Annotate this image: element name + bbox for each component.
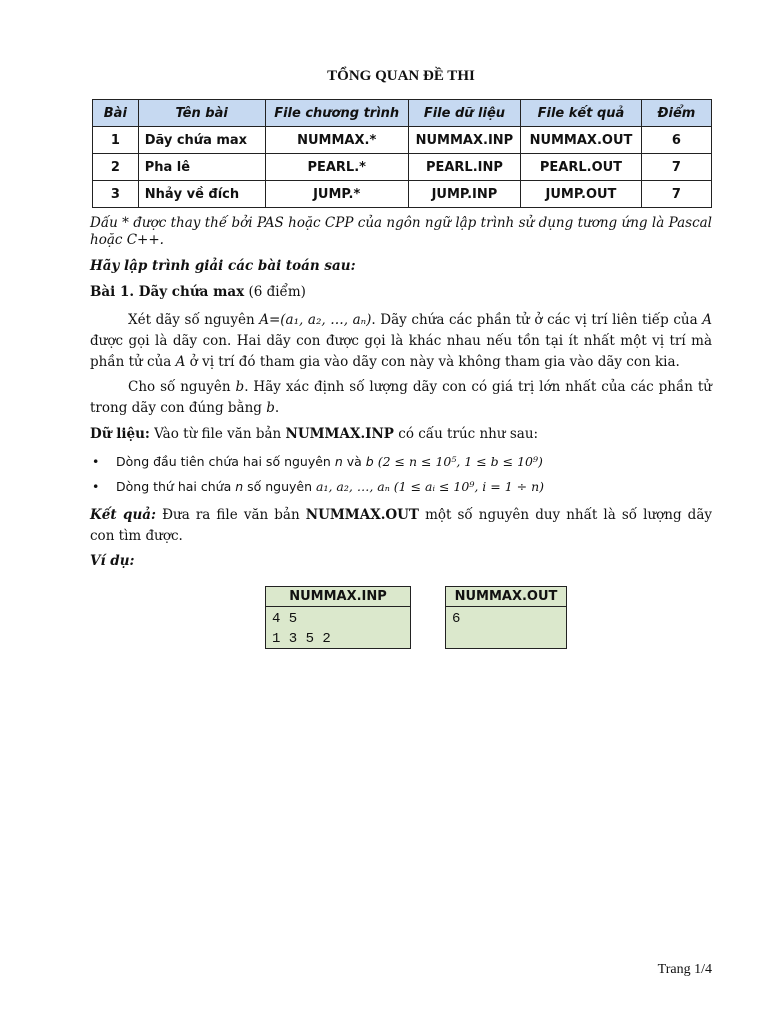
text-span: có cấu trúc như sau: — [393, 426, 539, 442]
table-cell: JUMP.* — [265, 181, 408, 208]
math-var: b — [365, 454, 374, 469]
table-cell: 3 — [93, 181, 139, 208]
page-title: TỔNG QUAN ĐỀ THI — [327, 68, 475, 84]
input-label: Dữ liệu: — [90, 426, 150, 442]
text-span: một số nguyên duy nhất là số lượng dãy con tìm được. — [90, 507, 712, 544]
text-span: Vào từ file văn bản — [149, 426, 286, 442]
example-output-header: NUMMAX.OUT — [446, 587, 566, 607]
table-cell: NUMMAX.OUT — [521, 127, 642, 154]
table-cell: 6 — [641, 127, 711, 154]
math-var: b — [235, 379, 245, 395]
constraint-formula: (1 ≤ aᵢ ≤ 10⁹, i = 1 ÷ n) — [393, 479, 545, 494]
math-var: n — [334, 454, 343, 469]
text-span: Cho số nguyên — [128, 379, 236, 395]
header-cell: File chương trình — [265, 100, 408, 127]
header-cell: Điểm — [641, 100, 711, 127]
table-cell: PEARL.INP — [408, 154, 520, 181]
table-cell: NUMMAX.* — [265, 127, 408, 154]
header-cell: Bài — [93, 100, 139, 127]
page-number: Trang 1/4 — [657, 962, 712, 977]
math-var: b — [266, 400, 275, 416]
table-cell: Pha lê — [138, 154, 265, 181]
text-span: Dòng đầu tiên chứa hai số nguyên — [116, 454, 335, 469]
math-var: A — [175, 354, 186, 370]
header-cell: File kết quả — [521, 100, 642, 127]
table-row — [93, 154, 712, 181]
table-cell: 2 — [93, 154, 139, 181]
text-span: ở vị trí đó tham gia vào dãy con này và không tham gia vào dãy con kia. — [185, 354, 680, 370]
text-span: được gọi là dãy con. Hai dãy con được gọi là khác nhau nếu tồn tại ít nhất một vị trí mà phần tử của — [90, 333, 712, 370]
header-cell: Tên bài — [138, 100, 265, 127]
problem-paragraph-2 — [90, 377, 712, 419]
instruction-text: Hãy lập trình giải các bài toán sau: — [90, 258, 356, 274]
language-note: Dấu * được thay thế bởi PAS hoặc CPP của ngôn ngữ lập trình sử dụng tương ứng là Pascal hoặc C++. — [90, 215, 712, 248]
text-span: . Hãy xác định số lượng dãy con có giá trị lớn nhất của các phần tử trong dãy con đúng bằng — [90, 379, 713, 416]
example-output-body: 6 — [452, 611, 461, 627]
input-description — [90, 424, 712, 445]
header-cell: File dữ liệu — [408, 100, 520, 127]
text-span: Dòng thứ hai chứa — [116, 479, 236, 494]
list-item — [116, 449, 712, 474]
problem-heading-points: (6 điểm) — [244, 284, 306, 300]
constraint-formula: (2 ≤ n ≤ 10⁵, 1 ≤ b ≤ 10⁹) — [377, 454, 543, 469]
overview-table — [92, 99, 712, 208]
text-span: . — [274, 400, 280, 416]
table-cell: JUMP.INP — [408, 181, 520, 208]
input-filename: NUMMAX.INP — [285, 426, 394, 442]
example-input-box — [265, 586, 411, 649]
example-input-header: NUMMAX.INP — [266, 587, 410, 607]
table-header-row — [93, 100, 712, 127]
table-cell: 7 — [641, 154, 711, 181]
math-var: A — [702, 312, 712, 328]
sequence-formula: A=(a₁, a₂, …, aₙ) — [259, 312, 372, 328]
text-span: số nguyên — [243, 479, 317, 494]
table-cell: Dãy chứa max — [138, 127, 265, 154]
problem-heading-title: Bài 1. Dãy chứa max — [90, 284, 245, 300]
text-span: Xét dãy số nguyên — [128, 312, 260, 328]
table-cell: JUMP.OUT — [521, 181, 642, 208]
problem-paragraph-1 — [90, 310, 712, 373]
math-var: n — [235, 479, 244, 494]
table-cell: Nhảy về đích — [138, 181, 265, 208]
output-filename: NUMMAX.OUT — [305, 507, 419, 523]
list-item — [116, 474, 712, 499]
example-input-body: 4 5 1 3 5 2 — [272, 611, 331, 647]
table-cell: PEARL.OUT — [521, 154, 642, 181]
sequence-formula: a₁, a₂, …, aₙ — [316, 479, 390, 494]
text-span: và — [342, 454, 366, 469]
output-description — [90, 505, 712, 547]
problem-heading — [90, 284, 712, 300]
table-row — [93, 181, 712, 208]
table-cell: 7 — [641, 181, 711, 208]
table-cell: 1 — [93, 127, 139, 154]
table-cell: NUMMAX.INP — [408, 127, 520, 154]
example-output-box — [445, 586, 567, 649]
input-bullets — [90, 449, 712, 499]
output-label: Kết quả: — [90, 507, 157, 523]
text-span: . Dãy chứa các phần tử ở các vị trí liên tiếp của — [371, 312, 703, 328]
table-row — [93, 127, 712, 154]
example-label: Ví dụ: — [90, 553, 135, 569]
text-span: Đưa ra file văn bản — [156, 507, 306, 523]
table-cell: PEARL.* — [265, 154, 408, 181]
